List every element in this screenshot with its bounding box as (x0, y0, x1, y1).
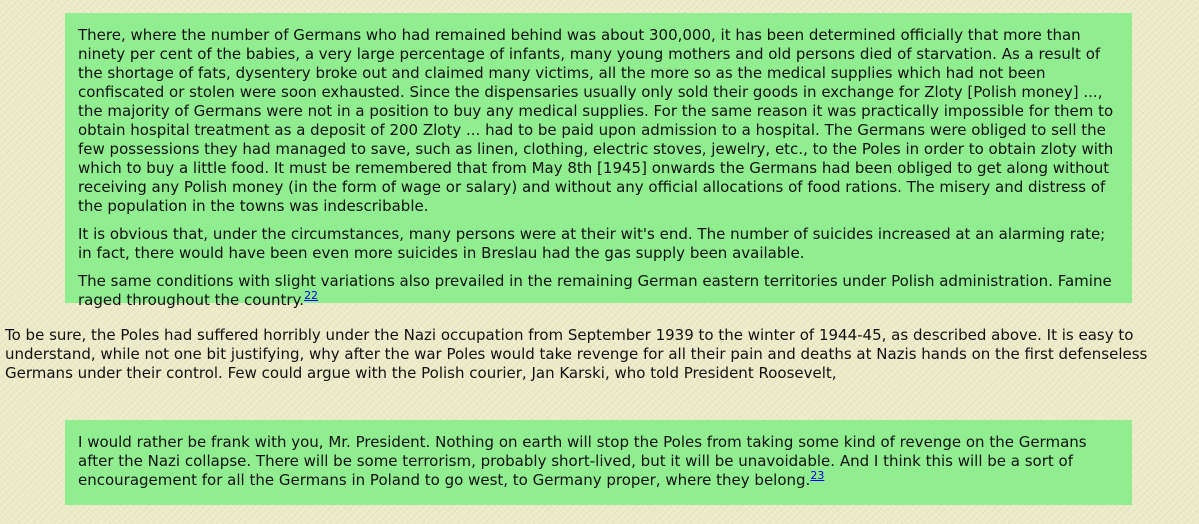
blockquote-karski (65, 420, 1132, 505)
quote-paragraph-1 (78, 26, 1119, 216)
body-paragraph: To be sure, the Poles had suffered horribly under the Nazi occupation from September 1939 to the winter of 1944-45, as described above. It is easy to understand, while not one bit justifying, why after the war Poles would take revenge for all their pain and deaths at Nazis hands on the first defenseless Germans under their control. Few could argue with the Polish courier, Jan Karski, who told President Roosevelt, (5, 326, 1148, 382)
karski-quote-paragraph (78, 433, 1119, 490)
quote-paragraph-2-text: It is obvious that, under the circumstances, many persons were at their wit's end. The number of suicides increased at an alarming rate; in fact, there would have been even more suicides in Breslau had the gas supply been available. (78, 225, 1106, 262)
quote-paragraph-3 (78, 272, 1119, 310)
quote-paragraph-3-text: The same conditions with slight variations also prevailed in the remaining German eastern territories under Polish administration. Famine raged throughout the country. (78, 272, 1112, 309)
quote-paragraph-1-text: There, where the number of Germans who had remained behind was about 300,000, it has been determined officially that more than ninety per cent of the babies, a very large percentage of infants, many young mothers and old persons died of starvation. As a result of the shortage of fats, dysentery broke out and claimed many victims, all the more so as the medical supplies which had not been confiscated or stolen were soon exhausted. Since the dispensaries usually only sold their goods in exchange for Zloty [Polish money] ..., the majority of Germans were not in a position to buy any medical supplies. For the same reason it was practically impossible for them to obtain hospital treatment as a deposit of 200 Zloty ... had to be paid upon admission to a hospital. The Germans were obliged to sell the few possessions they had managed to save, such as linen, clothing, electric stoves, jewelry, etc., to the Poles in order to obtain zloty with which to buy a little food. It must be remembered that from May 8th [1945] onwards the Germans had been obliged to get along without receiving any Polish money (in the form of wage or salary) and without any official allocations of food rations. The misery and distress of the population in the towns was indescribable. (78, 26, 1114, 215)
quote-paragraph-2 (78, 225, 1119, 263)
blockquote-starvation (65, 13, 1132, 309)
footnote-link-23[interactable]: 23 (810, 469, 825, 482)
footnote-link-22[interactable]: 22 (304, 289, 319, 302)
karski-quote-text: I would rather be frank with you, Mr. President. Nothing on earth will stop the Poles from taking some kind of revenge on the Germans after the Nazi collapse. There will be some terrorism, probably short-lived, but it will be unavoidable. And I think this will be a sort of encouragement for all the Germans in Poland to go west, to Germany proper, where they belong. (78, 433, 1087, 489)
